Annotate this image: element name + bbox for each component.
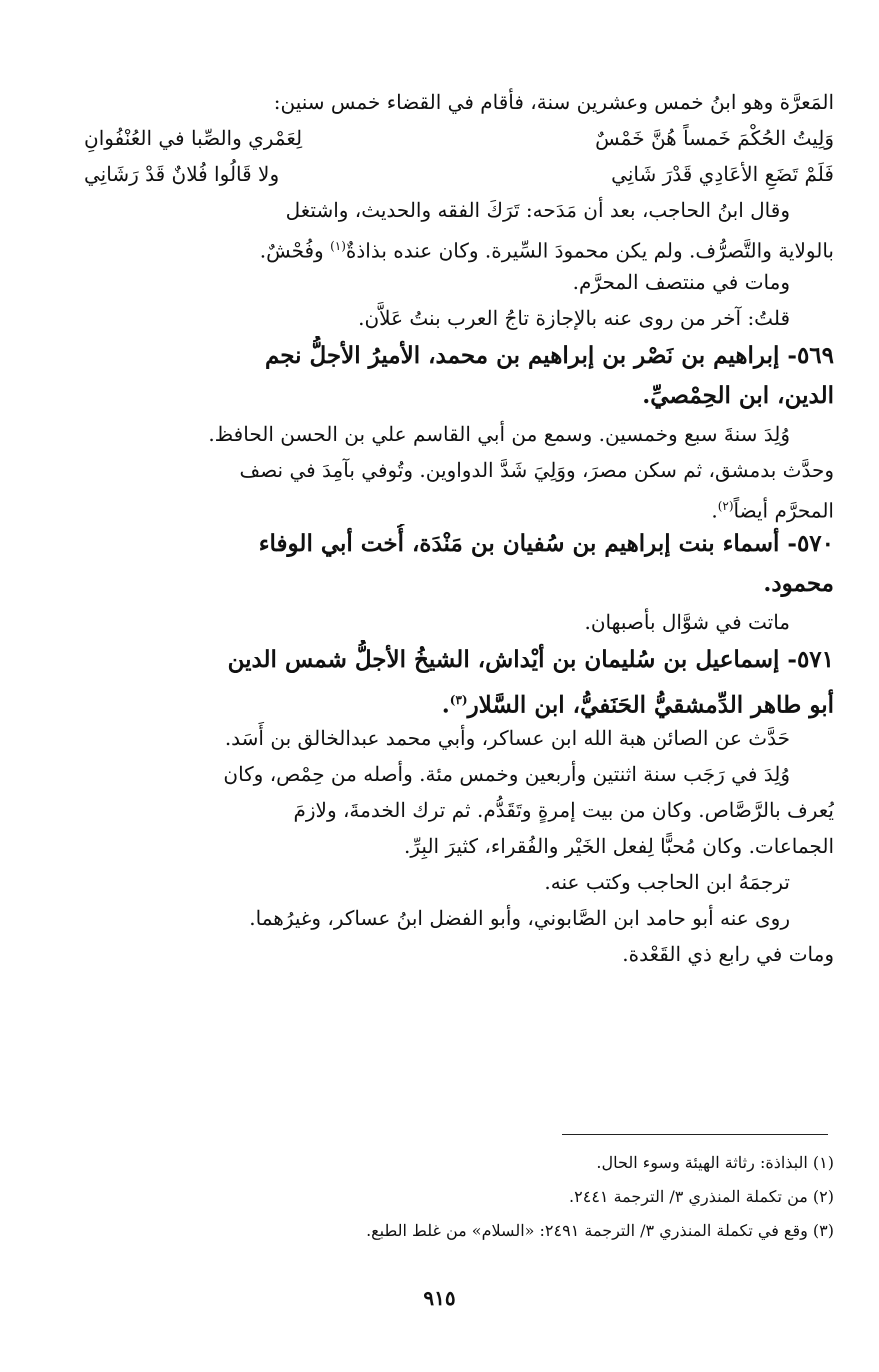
verse-line (84, 120, 834, 156)
verse-hemistich: فَلَمْ تَضَعِ الأعَادِي قَدْرَ شَانِي (611, 162, 834, 186)
text-line: ترجمَهُ ابن الحاجب وكتب عنه. (544, 870, 790, 894)
entry-heading: ٥٦٩- إبراهيم بن نَصْر بن إبراهيم بن محمد، الأميرُ الأجلُّ نجم (264, 342, 834, 369)
footnotes (84, 1146, 834, 1248)
text-span: أبو طاهر الدِّمشقيُّ الحَنَفيُّ، ابن السَّلار (467, 691, 834, 719)
text-line: ومات في منتصف المحرَّم. (572, 270, 790, 294)
entry-heading: ٥٧٠- أسماء بنت إبراهيم بن سُفيان بن مَنْدَة، أُخت أبي الوفاء (258, 530, 834, 557)
text-line: الجماعات. وكان مُحبًّا لِفعل الخَيْر والفُقراء، كثيرَ البِرِّ. (404, 834, 834, 858)
footnote: (٢) من تكملة المنذري ٣/ الترجمة ٢٤٤١. (569, 1187, 834, 1206)
verse-line (84, 156, 834, 192)
text-span: وفُحْشٌ. (259, 238, 331, 263)
entry-heading (84, 680, 834, 720)
entry-heading: ٥٧١- إسماعيل بن سُليمان بن أيْداش، الشيخُ الأجلُّ شمس الدين (227, 646, 834, 673)
text-line: يُعرف بالرَّصَّاص. وكان من بيت إمرةٍ وتَقَدُّم. ثم ترك الخدمةَ، ولازمَ (293, 798, 834, 822)
text-span: المحرَّم أيضاً (733, 498, 834, 523)
text-line: قلتُ: آخر من روى عنه بالإجازة تاجُ العرب بنتُ عَلاَّن. (358, 306, 790, 330)
entry-heading: الدين، ابن الحِمْصيِّ. (642, 382, 834, 409)
text-line: ومات في رابع ذي القَعْدة. (622, 942, 834, 966)
verse-hemistich: ولا قَالُوا فُلانٌ قَدْ رَشَانِي (84, 162, 280, 186)
text-line: المَعرَّة وهو ابنُ خمس وعشرين سنة، فأقام في القضاء خمس سنين: (273, 90, 834, 114)
text-line: وُلِدَ في رَجَب سنة اثنتين وأربعين وخمس مئة. وأصله من حِمْص، وكان (223, 762, 790, 786)
page-number: ٩١٥ (423, 1286, 456, 1310)
text-line: وقال ابنُ الحاجب، بعد أن مَدَحه: تَرَكَ الفقه والحديث، واشتغل (285, 198, 790, 222)
page-body (84, 84, 834, 972)
text-span: بالولاية والتَّصرُّف. ولم يكن محمودَ السِّيرة. وكان عنده بذاذةٌ (345, 238, 834, 263)
verse-hemistich: وَلِيتُ الحُكْمَ خَمساً هُنَّ خَمْسٌ (595, 126, 834, 150)
text-line (84, 228, 834, 264)
footnote-marker: (٣) (449, 693, 468, 707)
text-span: . (711, 498, 718, 523)
text-line: روى عنه أبو حامد ابن الصَّابوني، وأبو الفضل ابنُ عساكر، وغيرُهما. (249, 906, 790, 930)
footnote: (٣) وقع في تكملة المنذري ٣/ الترجمة ٢٤٩١: «السلام» من غلط الطبع. (366, 1221, 834, 1240)
text-span: . (441, 691, 450, 719)
footnote-marker: (١) (330, 239, 346, 253)
text-line: وحدَّث بدمشق، ثم سكن مصرَ، ووَلِيَ شَدَّ الدواوين. وتُوفي بآمِدَ في نصف (239, 458, 834, 482)
text-line: وُلِدَ سنةَ سبع وخمسين. وسمع من أبي القاسم علي بن الحسن الحافظ. (208, 422, 790, 446)
text-line (84, 488, 834, 524)
footnote: (١) البذاذة: رثاثة الهيئة وسوء الحال. (596, 1153, 834, 1172)
footnote-marker: (٢) (717, 499, 734, 513)
footnote-divider (562, 1134, 828, 1135)
text-line: حَدَّث عن الصائن هبة الله ابن عساكر، وأبي محمد عبدالخالق بن أَسَد. (224, 726, 790, 750)
verse-hemistich: لِعَمْري والصِّبا في العُنْفُوانِ (84, 126, 303, 150)
entry-heading: محمود. (763, 570, 834, 597)
text-line: ماتت في شوَّال بأصبهان. (584, 610, 790, 634)
